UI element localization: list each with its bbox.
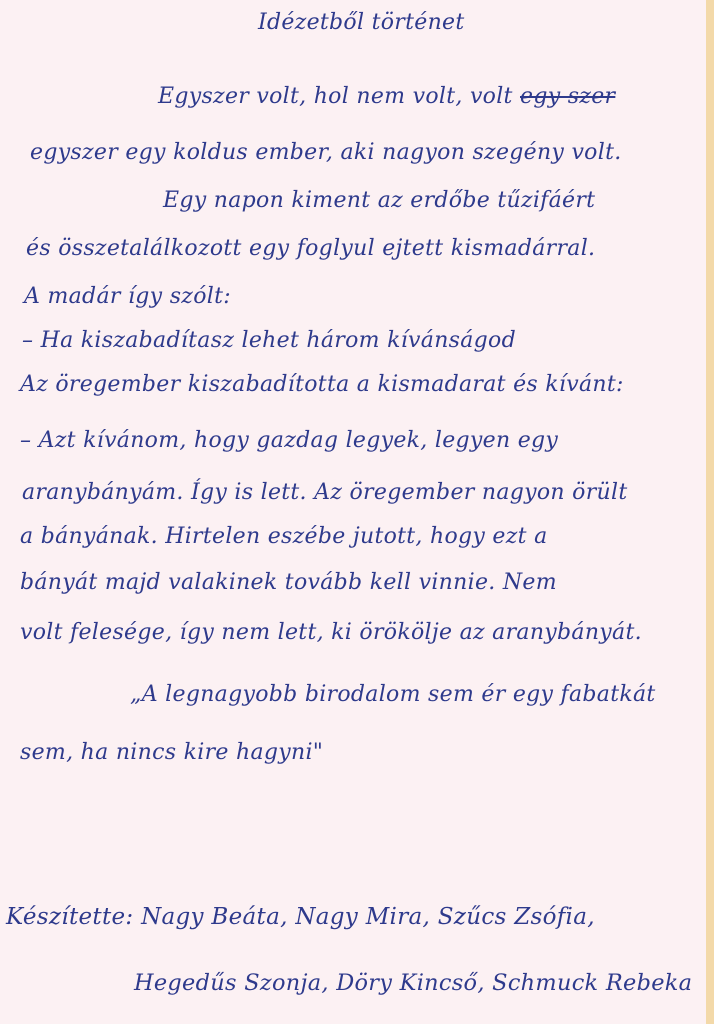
story-line-3: Egy napon kiment az erdőbe tűzifáért [163, 188, 596, 213]
struck-out-word: egy szer [520, 84, 616, 109]
story-line-1-text: Egyszer volt, hol nem volt, volt [158, 84, 513, 109]
story-line-6: – Ha kiszabadítasz lehet három kívánságod [22, 328, 516, 353]
story-line-12: volt felesége, így nem lett, ki örökölje az aranybányát. [20, 620, 642, 645]
story-line-4: és összetalálkozott egy foglyul ejtett kismadárral. [26, 236, 596, 261]
story-line-5: A madár így szólt: [24, 284, 231, 309]
story-quote-line-1: „A legnagyobb birodalom sem ér egy fabatkát [130, 682, 656, 707]
story-line-11: bányát majd valakinek tovább kell vinnie. Nem [20, 570, 557, 595]
story-line-8: – Azt kívánom, hogy gazdag legyek, legyen egy [20, 428, 559, 453]
page-title: Idézetből történet [258, 10, 465, 35]
credits-line-2: Hegedűs Szonja, Döry Kincső, Schmuck Rebeka [134, 970, 693, 996]
story-line-1 [158, 84, 615, 109]
story-quote-line-2: sem, ha nincs kire hagyni" [20, 740, 324, 765]
credits-line-1: Készítette: Nagy Beáta, Nagy Mira, Szűcs Zsófia, [6, 904, 595, 930]
story-line-9: aranybányám. Így is lett. Az öregember nagyon örült [22, 480, 628, 505]
paper-edge [706, 0, 714, 1024]
story-line-7: Az öregember kiszabadította a kismadarat és kívánt: [20, 372, 624, 397]
story-line-10: a bányának. Hirtelen eszébe jutott, hogy ezt a [20, 524, 548, 549]
story-line-2: egyszer egy koldus ember, aki nagyon szegény volt. [30, 140, 622, 165]
